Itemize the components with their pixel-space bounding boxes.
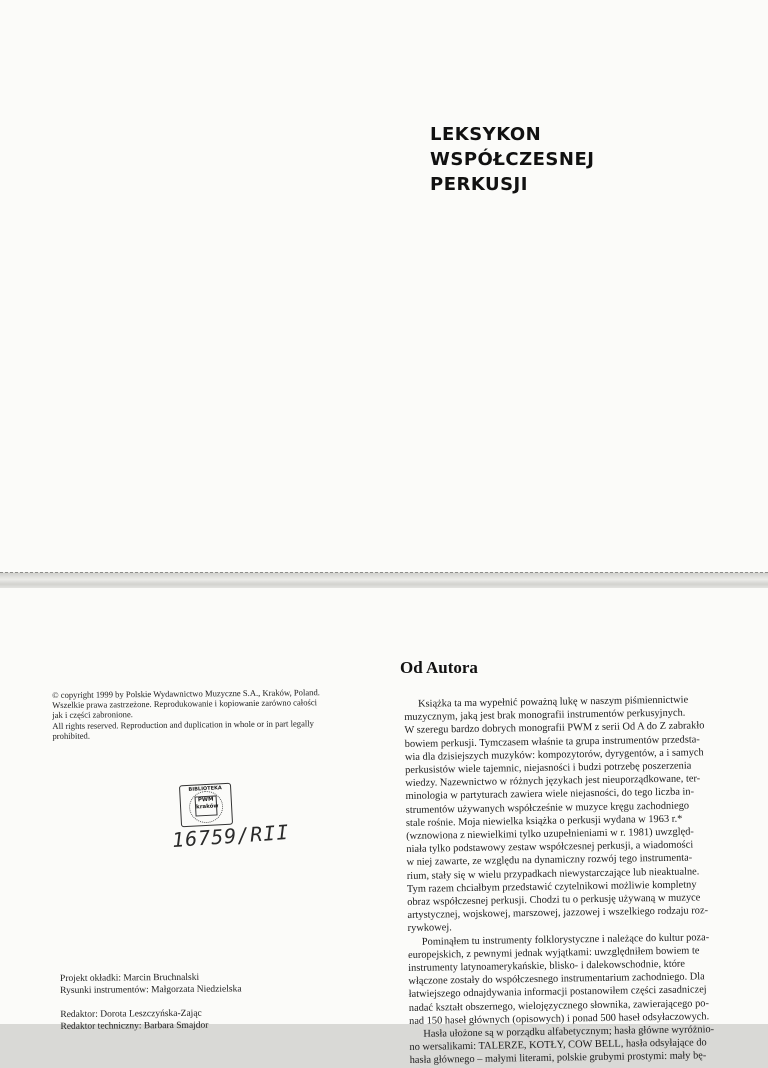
preface-line: bowiem perkusji. Tymczasem właśnie ta grupa instrumentów przedsta- bbox=[404, 733, 700, 750]
credit-line: Projekt okładki: Marcin Bruchnalski bbox=[60, 972, 200, 984]
preface-line: Książka ta ma wypełnić poważną lukę w naszym piśmiennictwie bbox=[418, 694, 689, 710]
credit-line: Redaktor: Dorota Leszczyńska-Zając bbox=[60, 1008, 202, 1020]
preface-line: europejskich, z pewnymi jednak wyjątkami: uwzględniłem bowiem te bbox=[407, 945, 700, 961]
preface-line: instrumenty latynoamerykańskie, blisko- i dalekowschodnie, które bbox=[408, 958, 686, 975]
preface-line: no wersalikami: TALERZE, KOTŁY, COW BELL, hasła odsyłające do bbox=[409, 1037, 707, 1054]
preface-line: rium, stały się w wielu przypadkach niewystarczające lub nieaktualne. bbox=[406, 866, 700, 882]
credits bbox=[60, 972, 242, 1033]
preface-line: wiedzy. Nazewnictwo w różnych językach jest nieuporządkowane, ter- bbox=[405, 773, 701, 790]
preface-line: W szeregu bardzo dobrych monografii PWM z serii Od A do Z zabrakło bbox=[404, 720, 705, 737]
stamp-center-text: PWM kraków bbox=[195, 795, 218, 816]
copyright-line: prohibited. bbox=[52, 730, 91, 741]
preface-line: nad 150 haseł głównych (opisowych) i ponad 500 haseł odsyłaczowych. bbox=[408, 1011, 710, 1027]
copyright-line: Wszelkie prawa zastrzeżone. Reprodukowanie i kopiowanie zarówno całości bbox=[52, 697, 318, 711]
copyright-line: © copyright 1999 by Polskie Wydawnictwo Muzyczne S.A., Kraków, Poland. bbox=[52, 687, 320, 700]
preface-line: minologia w partyturach zawiera wiele niejasności, do tego liczba in- bbox=[405, 786, 695, 803]
preface-line: strumentów używanych współcześnie w muzyce kręgu zachodniego bbox=[405, 800, 690, 816]
preface-line: stale rośnie. Moja niewielka książka o perkusji wydana w 1963 r.* bbox=[405, 813, 683, 829]
copyright-notice bbox=[52, 687, 353, 741]
preface-line: Hasła ułożone są w porządku alfabetycznym; hasła główne wyróżnio- bbox=[423, 1024, 715, 1040]
preface-line: Pominąłem tu instrumenty folklorystyczne i należące do kultur poza- bbox=[421, 931, 710, 948]
preface-heading: Od Autora bbox=[400, 658, 478, 677]
preface-line: rywkowej. bbox=[407, 922, 452, 935]
preface-line: perkusistów wiele tajemnic, niejasności i budzi potrzebę poszerzenia bbox=[405, 760, 692, 777]
book-title bbox=[430, 122, 594, 197]
preface-line: w niej zawarte, ze względu na dynamiczny rozwój tego instrumenta- bbox=[406, 852, 693, 869]
credit-line: Redaktor techniczny: Barbara Smajdor bbox=[60, 1020, 209, 1032]
preface-line: łatwiejszego odnajdywania informacji postanowiłem części zasadniczej bbox=[408, 984, 707, 1001]
preface-line: artystycznej, wojskowej, marszowej, jazzowej i wszelkiego rodzaju roz- bbox=[407, 905, 709, 922]
title-line: LEKSYKON bbox=[430, 124, 542, 145]
copyright-preface-page bbox=[0, 588, 768, 1067]
preface-line: wia dla dzisiejszych muzyków: kompozytorów, dyrygentów, a i samych bbox=[404, 747, 704, 763]
title-line: PERKUSJI bbox=[430, 174, 528, 195]
preface-line: muzycznym, jaką jest brak monografii instrumentów perkusyjnych. bbox=[404, 707, 686, 724]
stamp-top-text: BIBLIOTEKA bbox=[188, 785, 222, 793]
preface-line: niała tylko podstawowy zestaw współczesnej perkusji, a wiadomości bbox=[406, 839, 694, 856]
preface-line: włączone zostały do współczesnego instrumentarium zachodniego. Dla bbox=[408, 971, 705, 988]
preface-line: (wznowiona z niewielkimi tylko uzupełnieniami w r. 1981) uwzględ- bbox=[406, 826, 694, 843]
preface-line: hasła głównego – małymi literami, polskie grubymi prostymi: mały bę- bbox=[409, 1050, 707, 1067]
copyright-line: jak i części zabronione. bbox=[52, 709, 133, 721]
preface-body bbox=[404, 693, 734, 1068]
preface-line: nadać kształt obszernego, wielojęzycznego słownika, zawierającego po- bbox=[408, 997, 709, 1014]
preface-line: obraz współczesnej perkusji. Chodzi tu o perkusję używaną w muzyce bbox=[407, 892, 701, 909]
copyright-line: All rights reserved. Reproduction and duplication in whole or in part legally bbox=[52, 717, 314, 731]
preface-line: Tym razem chciałbym przedstawić czytelnikowi możliwie kompletny bbox=[406, 879, 697, 895]
title-line: WSPÓŁCZESNEJ bbox=[430, 149, 595, 170]
credit-line: Rysunki instrumentów: Małgorzata Niedzielska bbox=[60, 983, 242, 996]
library-stamp bbox=[179, 783, 233, 828]
handwritten-catalog-number: 16759/RII bbox=[171, 819, 291, 853]
